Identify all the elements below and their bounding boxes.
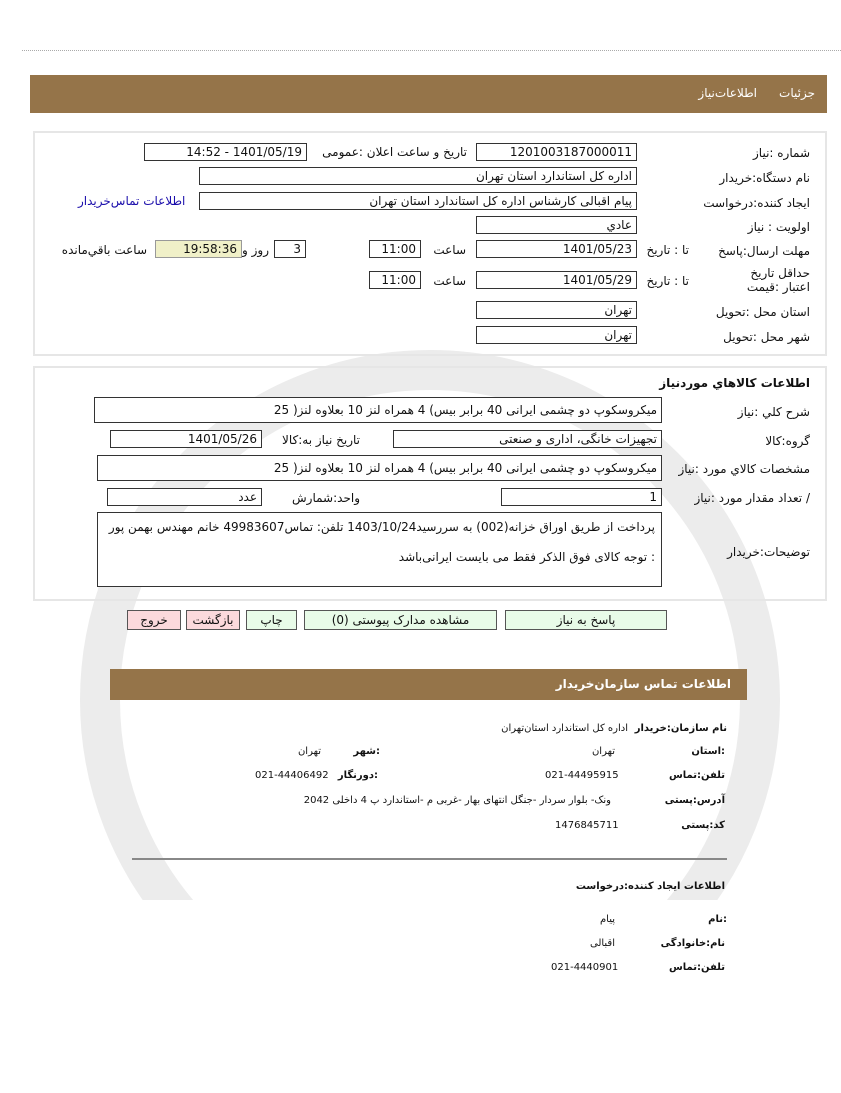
- announce-date-field: 1401/05/19 - 14:52: [144, 143, 307, 161]
- label: تلفن:تماس: [668, 962, 725, 973]
- label: گروه:کالا: [765, 434, 810, 448]
- days-remaining-field: 3: [274, 240, 306, 258]
- buyer-field: اداره کل استاندارد استان تهران: [199, 167, 637, 185]
- label: نام:خانوادگی: [660, 938, 725, 949]
- label: :نام: [708, 914, 727, 925]
- tab-need-info[interactable]: اطلاعات‌نیاز: [698, 86, 757, 100]
- deadline-time-field: 11:00: [369, 240, 421, 258]
- back-button[interactable]: بازگشت: [186, 610, 240, 630]
- deadline-date-field: 1401/05/23: [476, 240, 637, 258]
- contact-header: [110, 669, 747, 700]
- label: تلفن:تماس: [668, 770, 725, 781]
- notes-line: : توجه کالای فوق الذکر فقط می بایست ایرانی‌باشد: [398, 550, 655, 564]
- top-divider: [22, 50, 841, 51]
- goods-spec-field: میکروسکوپ دو چشمی ایرانی 40 برابر بیس) 4 همراه لنز 10 بعلاوه لنز( 25: [97, 455, 662, 481]
- page-header: [30, 75, 827, 113]
- delivery-city-field: تهران: [476, 326, 637, 344]
- label: نام سازمان:خریدار: [634, 723, 727, 734]
- quantity-field: 1: [501, 488, 662, 506]
- org-value: اداره کل استاندارد استان‌تهران: [501, 723, 628, 734]
- notes-line: پرداخت از طریق اوراق خزانه(002) به سررسید1403/10/24 تلفن: تماس49983607 خانم مهندس بهمن پور: [108, 520, 655, 534]
- validity-date-field: 1401/05/29: [476, 271, 637, 289]
- address-value: ونک- بلوار سردار -جنگل انتهای بهار -غربی م -استاندارد پ 4 داخلی 2042: [303, 795, 611, 806]
- goods-section-title: اطلاعات کالاهاي موردنیاز: [659, 376, 810, 390]
- exit-button[interactable]: خروج: [127, 610, 181, 630]
- label: شهر محل :تحویل: [723, 330, 810, 344]
- label: تاریخ و ساعت اعلان :عمومی: [322, 145, 467, 159]
- delivery-province-field: تهران: [476, 301, 637, 319]
- creator-family: اقبالی: [589, 938, 615, 949]
- province-value: تهران: [591, 746, 615, 757]
- creator-name: پیام: [599, 914, 615, 925]
- time-remaining-field: 19:58:36: [155, 240, 242, 258]
- label: شرح کلي :نیاز: [737, 405, 810, 419]
- view-attachments-button[interactable]: مشاهده مدارک پیوستی (0): [304, 610, 497, 630]
- label: روز و: [242, 243, 269, 257]
- general-description-field: میکروسکوپ دو چشمی ایرانی 40 برابر بیس) 4 همراه لنز 10 بعلاوه لنز( 25: [94, 397, 662, 423]
- label: ساعت: [433, 274, 466, 288]
- buyer-notes-field: [97, 512, 662, 587]
- creator-field: پیام اقبالی کارشناس اداره کل استاندارد استان تهران: [199, 192, 637, 210]
- label: مشخصات کالاي مورد :نیاز: [678, 462, 810, 476]
- need-number-field: 1201003187000011: [476, 143, 637, 161]
- label: اولویت : نیاز: [747, 220, 810, 234]
- label: تا : تاریخ: [646, 243, 689, 257]
- label: ایجاد کننده:درخواست: [703, 196, 810, 210]
- label: واحد:شمارش: [292, 491, 360, 505]
- label: ساعت باقي‌مانده: [61, 243, 147, 257]
- tab-details[interactable]: جزئیات: [779, 86, 815, 100]
- creator-title: اطلاعات ایجاد کننده:درخواست: [575, 881, 725, 892]
- label: :استان: [691, 746, 725, 757]
- reply-button[interactable]: پاسخ به نیاز: [505, 610, 667, 630]
- label: توضیحات:خریدار: [727, 545, 810, 559]
- creator-phone: 021-4440901: [551, 962, 619, 973]
- label: :دورنگار: [337, 770, 378, 781]
- label: مهلت ارسال:پاسخ: [718, 244, 810, 258]
- label: نام دستگاه:خریدار: [719, 171, 810, 185]
- label: حداقل تاریخ اعتبار :قیمت: [746, 266, 810, 294]
- label: تا : تاریخ: [646, 274, 689, 288]
- postal-value: 1476845711: [555, 820, 619, 831]
- buyer-contact-link[interactable]: اطلاعات تماس‌خریدار: [78, 194, 186, 208]
- fax-value: 021-44406492: [255, 770, 329, 781]
- goods-group-field: تجهیزات خانگی، اداری و صنعتی: [393, 430, 662, 448]
- label: شماره :نیاز: [753, 146, 810, 160]
- contact-title: اطلاعات تماس سازمان‌خریدار: [555, 677, 731, 691]
- label: کد:پستی: [681, 820, 725, 831]
- phone-value: 021-44495915: [545, 770, 619, 781]
- section-divider: [132, 858, 727, 860]
- validity-time-field: 11:00: [369, 271, 421, 289]
- unit-field: عدد: [107, 488, 262, 506]
- print-button[interactable]: چاپ: [246, 610, 297, 630]
- need-info-panel: [33, 131, 827, 356]
- label: / تعداد مقدار مورد :نیاز: [694, 491, 810, 505]
- need-date-field: 1401/05/26: [110, 430, 262, 448]
- label: تاریخ نیاز به:کالا: [282, 433, 360, 447]
- label: :شهر: [353, 746, 380, 757]
- label: آدرس:پستی: [664, 795, 725, 806]
- label: ساعت: [433, 243, 466, 257]
- priority-field: عادي: [476, 216, 637, 234]
- label: استان محل :تحویل: [715, 305, 810, 319]
- city-value: تهران: [297, 746, 321, 757]
